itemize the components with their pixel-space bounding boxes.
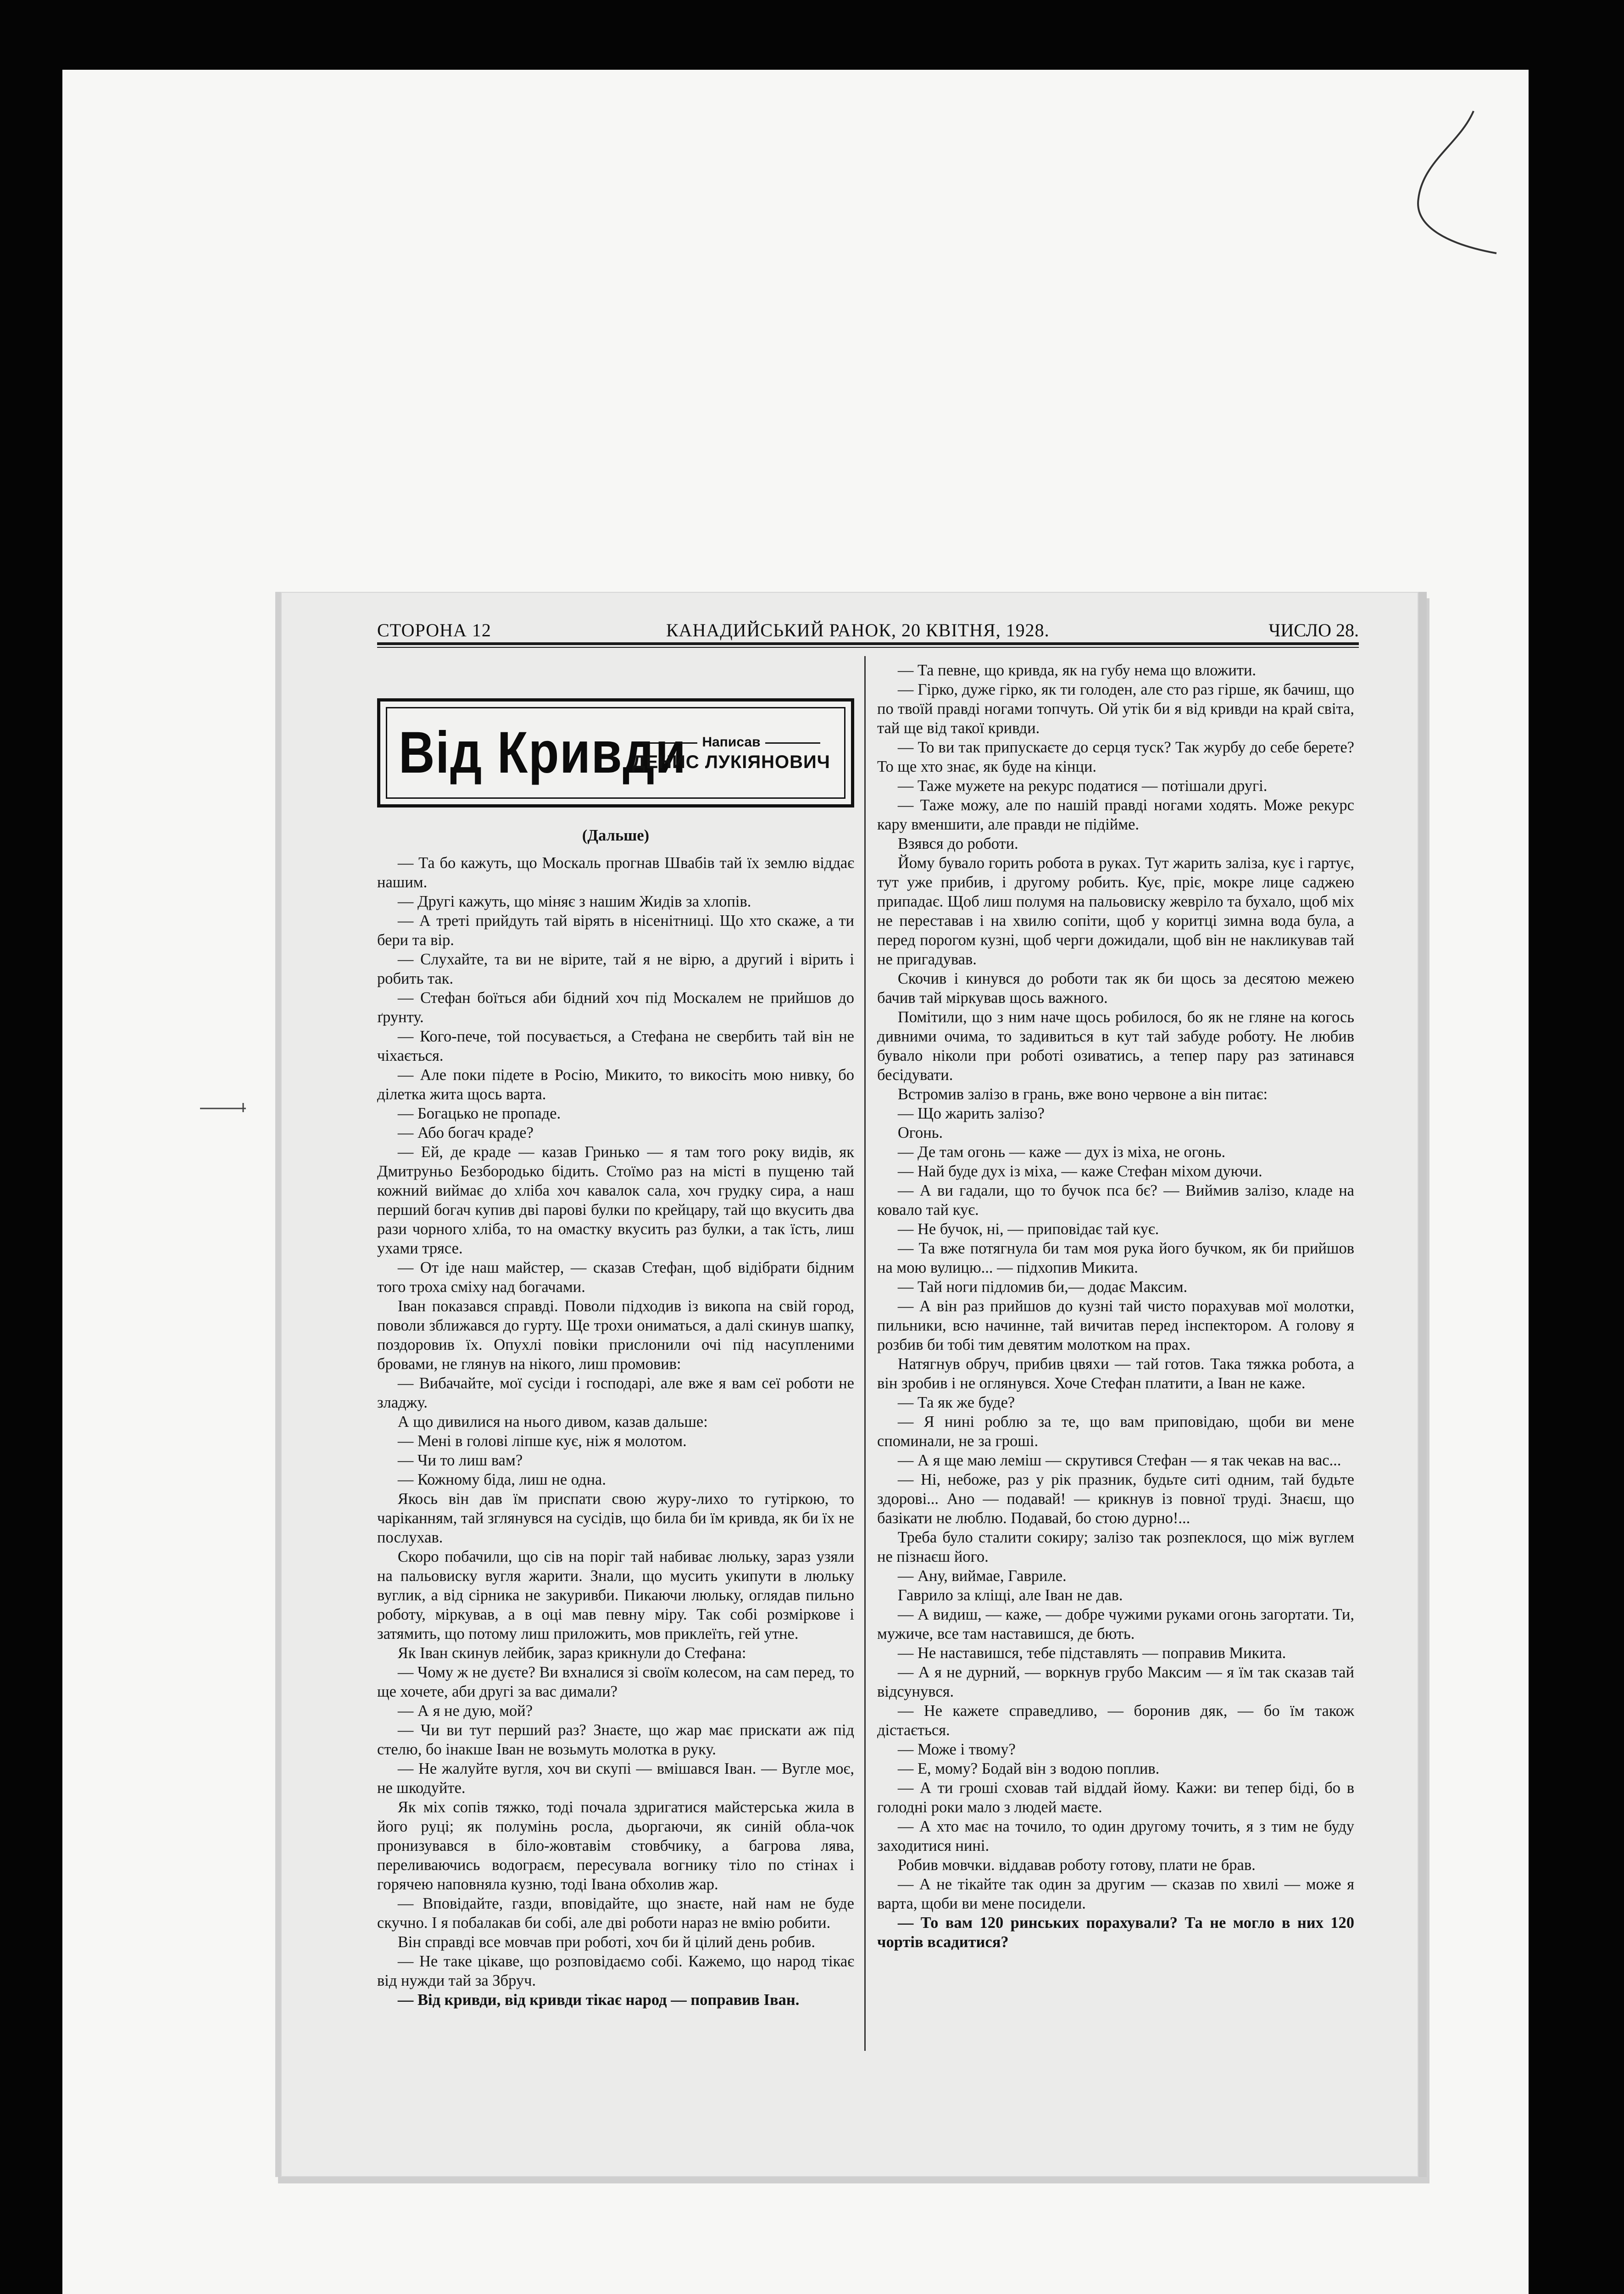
paragraph: — Мені в голові ліпше кує, ніж я молотом. (397, 1432, 687, 1450)
paragraph: — Та вже потягнула би там моя рука його бучком, як би прийшов на мою вулицю... — підхопив Микита. (877, 1240, 1354, 1276)
masthead-rule (377, 642, 1359, 645)
paragraph: — Стефан боїться аби бідний хоч під Москалем не прийшов до ґрунту. (377, 989, 854, 1026)
paragraph: Треба було сталити сокиру; залізо так розпеклося, що між вуглем не пізнаєш його. (877, 1529, 1354, 1565)
paragraph: Як міх сопів тяжко, тоді почала здригатися майстерська жила в його руці; як полумінь росла, дьоргаючи, як синій обла-чок пронизувався в біло-жовтавім стовбчику, а багрова лява, переливаючись водограєм, пересувала вогнику тіло по стінах і горячею наповняла кузню, тоді Івана обхолив жар. (377, 1798, 854, 1893)
paragraph: — Тай ноги підломив би,— додає Максим. (897, 1278, 1188, 1296)
page-number: СТОРОНА 12 (377, 620, 491, 640)
paragraph: — Не бучок, ні, — приповідає тай кує. (897, 1220, 1159, 1238)
paragraph: — Та певне, що кривда, як на губу нема що вложити. (897, 662, 1257, 679)
paragraph: — А ти гроші сховав тай віддай йому. Кажи: ви тепер біді, бо в голодні роки мало з людей маєте. (877, 1779, 1354, 1816)
paragraph: — Чому ж не дуєте? Ви вхналися зі своїм колесом, на сам перед, то ще хочете, аби другі за вас димали? (377, 1664, 854, 1700)
paragraph: — А не тікайте так один за другим — сказав по хвилі — може я варта, щоби ви мене посидели. (877, 1876, 1354, 1912)
paragraph: — Вибачайте, мої сусіди і господарі, але вже я вам сеї роботи не зладжу. (377, 1375, 854, 1411)
newspaper-page (275, 592, 1427, 2177)
paragraph: Йому бувало горить робота в руках. Тут жарить заліза, кує і гартує, тут уже прибив, і другому робить. Кує, пріє, мокре лице саджею припадає. Щоб лиш полумя на пальовиску жевріло та бухало, щоб міх не переставав і на хвилю сопіти, щоб у коритці зимна вода була, а перед порогом кузні, щоб черги дожидали, щоб він не накликував тай не пригадував. (877, 854, 1354, 968)
story-title: Від Кривди (399, 720, 687, 785)
paragraph: Встромив залізо в грань, вже воно червоне а він питає: (897, 1086, 1268, 1103)
paragraph: — Слухайте, та ви не вірите, тай я не вірю, а другий і вірить і робить так. (377, 951, 854, 987)
paragraph: — Ей, де краде — казав Гринько — я там того року видів, як Дмитруньо Безбородько бідить. Стоїмо раз на місті в пущеню тай кожний виймає до хліба хоч кавалок сала, хоч грудку сира, а наш перший богач купив дві парові булки по крейцару, тай що вкусить два рази чорного хліба, то на омастку вкусить раз булки, а так їсть, лиш ухами трясе. (377, 1143, 854, 1257)
paragraph: — То вам 120 ринських порахували? Та не могло в них 120 чортів всадитися? (877, 1914, 1354, 1951)
paragraph: Натягнув обруч, прибив цвяхи — тай готов. Така тяжка робота, а він зробив і не оглянувся. Хоче Стефан платити, а Іван не каже. (877, 1355, 1354, 1392)
paragraph: — Не жалуйте вугля, хоч ви скупі — вмішався Іван. — Вугле моє, не шкодуйте. (377, 1760, 854, 1797)
paragraph: — Богацько не пропаде. (397, 1105, 561, 1122)
paragraph: — А хто має на точило, то один другому точить, я з тим не буду заходитися нині. (877, 1818, 1354, 1854)
paragraph: — Та як же буде? (897, 1394, 1015, 1411)
paragraph: — Де там огонь — каже — дух із міха, не огонь. (897, 1143, 1226, 1161)
issue-number: ЧИСЛО 28. (1268, 620, 1359, 640)
paragraph: — Таже можу, але по нашій правді ногами ходять. Може рекурс кару вменшити, але правди не підійме. (877, 796, 1354, 833)
paragraph: — А він раз прийшов до кузні тай чисто порахував мої молотки, пильники, всю начинне, тай вичитав перед інспектором. А голову я розбив би тобі тим девятим молотком на прах. (877, 1297, 1354, 1353)
left-column (377, 826, 854, 2010)
paragraph: — А я ще маю леміш — скрутився Стефан — я так чекав на вас... (897, 1452, 1341, 1469)
left-column-text (377, 853, 854, 2010)
paragraph: — То ви так припускаєте до серця туск? Так журбу до себе берете? То ще хто знає, як буде на кінци. (877, 739, 1354, 775)
paragraph: — А ви гадали, що то бучок пса бє? — Виймив залізо, кладе на ковало тай кує. (877, 1182, 1354, 1219)
right-column-text (877, 661, 1354, 1952)
paragraph: — Від кривди, від кривди тікає народ — поправив Іван. (397, 1991, 800, 2009)
paragraph: Помітили, що з ним наче щось робилося, бо як не гляне на когось дивними очима, то задивиться в кут тай забуде роботу. Не любив бувало ніколи при роботі озиватись, а тепер пару раз затинався бесідувати. (877, 1008, 1354, 1084)
paragraph: Взявся до роботи. (897, 835, 1018, 852)
paragraph: — От іде наш майстер, — сказав Стефан, щоб відібрати бідним того троха сміху над богачами. (377, 1259, 854, 1296)
paragraph: — Чи ви тут перший раз? Знаєте, що жар має прискати аж під стелю, бо інакше Іван не возьмуть молотка в руку. (377, 1721, 854, 1758)
paragraph: — Та бо кажуть, що Москаль прогнав Швабів тай їх землю віддає нашим. (377, 854, 854, 891)
paragraph: Робив мовчки. віддавав роботу готову, плати не брав. (897, 1856, 1256, 1874)
paragraph: Скоро побачили, що сів на поріг тай набиває люльку, зараз узяли на пальовиску вугля жарити. Знали, що мусить укипути в люльку вуглик, а від сірника не закуривби. Пикаючи люльку, оглядав пильно роботу, міркував, а в оці мав певну міру. Так собі розміркове і затямить, що потому лиш приложить, мов приклеїть, гей утне. (377, 1548, 854, 1643)
byline-label: Написав (628, 735, 834, 750)
paragraph: — Але поки підете в Росію, Микито, то викосіть мою нивку, бо ділетка жита щось варта. (377, 1066, 854, 1103)
paragraph: Скочив і кинувся до роботи так як би щось за десятою межею бачив тай міркував щось важного. (877, 970, 1354, 1007)
paragraph: — Чи то лиш вам? (397, 1452, 523, 1469)
story-title-box (377, 698, 854, 807)
paragraph: — Не таке цікаве, що розповідаємо собі. Кажемо, що народ тікає від нужди тай за Збруч. (377, 1953, 854, 1989)
paragraph: — Або богач краде? (397, 1124, 534, 1141)
paragraph: Іван показався справді. Поволи підходив із викопа на свій город, поволи зближався до гурту. Ще трохи ониматься, а далі скинув шапку, поздоровив їх. Опухлі повіки прислонили очі під насупленими бровами, не глянув на нікого, лиш промовив: (377, 1297, 854, 1373)
paragraph: — А треті прийдуть тай вірять в нісенітниці. Що хто скаже, а ти бери та вір. (377, 912, 854, 949)
paragraph: — Другі кажуть, що міняє з нашим Жидів за хлопів. (397, 893, 751, 910)
paragraph: — Ану, виймае, Гавриле. (897, 1567, 1067, 1585)
margin-tick-mark (200, 1102, 246, 1113)
paragraph: — Не кажете справедливо, — боронив дяк, — бо їм також дістається. (877, 1702, 1354, 1739)
paragraph: — Най буде дух із міха, — каже Стефан міхом дуючи. (897, 1163, 1262, 1180)
paragraph: — Може і твому? (897, 1741, 1016, 1758)
paragraph: Гаврило за кліщі, але Іван не дав. (897, 1587, 1123, 1604)
paragraph: — А видиш, — каже, — добре чужими руками огонь загортати. Ти, мужиче, все там наставишся, де бють. (877, 1606, 1354, 1643)
paragraph: — Вповідайте, газди, вповідайте, що знаєте, най нам не буде скучно. І я побалакав би собі, але дві роботи нараз не вмію робити. (377, 1895, 854, 1932)
paragraph: — Кого-пече, той посувається, а Стефана не свербить тай він не чіхається. (377, 1028, 854, 1064)
paragraph: Як Іван скинув лейбик, зараз крикнули до Стефана: (397, 1644, 746, 1662)
paragraph: Якось він дав їм приспати свою журу-лихо то гутіркою, то чаріканням, тай зглянувся на сусідів, що била би їм кривда, як би їх не послухав. (377, 1490, 854, 1546)
paragraph: — Ні, небоже, раз у рік празник, будьте ситі одним, тай будьте здорові... Ано — подавай! — крикнув із повної труді. Знаєш, що базікати не люблю. Подавай, бо стою дурно!... (877, 1471, 1354, 1527)
paragraph: — Гірко, дуже гірко, як ти голоден, але сто раз гірше, як бачиш, що по твоїй правді ногами топчуть. Ой утік би я від кривди на край світа, тай ще від такої кривди. (877, 681, 1354, 737)
paragraph: — Е, мому? Бодай він з водою поплив. (897, 1760, 1160, 1777)
paragraph: Він справді все мовчав при роботі, хоч би й цілий день робив. (397, 1933, 815, 1951)
masthead-rule-thin (377, 647, 1359, 648)
paragraph: — Не наставишся, тебе підставлять — поправив Микита. (897, 1644, 1286, 1662)
paragraph: — Таже мужете на рекурс податися — потішали другі. (897, 777, 1268, 795)
paragraph: — Що жарить залізо? (897, 1105, 1045, 1122)
paragraph: А що дивилися на нього дивом, казав дальше: (397, 1413, 708, 1431)
paragraph: — Я нині роблю за те, що вам приповідаю, щоби ви мене споминали, не за гроші. (877, 1413, 1354, 1450)
right-column (877, 661, 1354, 1952)
paragraph: — А я не дурний, — воркнув грубо Максим — я їм так сказав тай відсунувся. (877, 1664, 1354, 1700)
paragraph: — А я не дую, мой? (397, 1702, 533, 1720)
column-divider (864, 656, 866, 2051)
newspaper-title-date: КАНАДИЙСЬКИЙ РАНОК, 20 КВІТНЯ, 1928. (666, 620, 1050, 640)
torn-corner-mark (1405, 106, 1510, 262)
continued-label: (Дальше) (582, 827, 650, 844)
byline (628, 735, 834, 773)
paragraph: Огонь. (897, 1124, 943, 1141)
paragraph: — Кожному біда, лиш не одна. (397, 1471, 606, 1488)
author-name: ДЕНИС ЛУКІЯНОВИЧ (632, 752, 830, 772)
